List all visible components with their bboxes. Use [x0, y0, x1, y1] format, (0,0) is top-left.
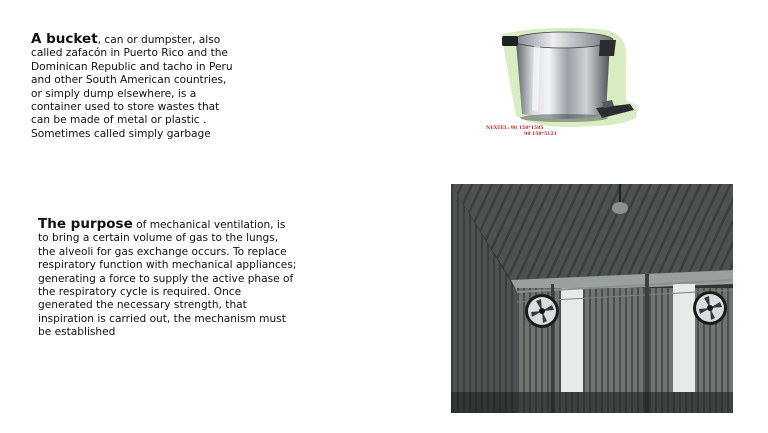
- warehouse-fans-image: [451, 184, 733, 413]
- purpose-title: The purpose: [38, 216, 133, 232]
- bucket-title: A bucket: [31, 31, 98, 47]
- nextel-line-1: NEXTEL: 98 158*1585: [486, 126, 544, 131]
- bucket-description: , can or dumpster, also called zafacón in Puerto Rico and the Dominican Republic and tacho in Peru and other South American countries, or simply dump elsewhere, is a container used to store wastes that can be made of metal or plastic . Sometimes called simply garbage: [31, 34, 233, 140]
- nextel-line-2: 98 158*5121: [524, 132, 557, 137]
- purpose-paragraph: [38, 218, 298, 340]
- bucket-paragraph: [31, 33, 236, 141]
- purpose-description: of mechanical ventilation, is to bring a certain volume of gas to the lungs, the alveoli for gas exchange occurs. To replace respiratory function with mechanical appliances; generating a force to supply the active phase of the respiratory cycle is required. Once generated the necessary strength, that inspiration is carried out, the mechanism must be established: [38, 219, 297, 339]
- nextel-contact-label: [486, 126, 586, 138]
